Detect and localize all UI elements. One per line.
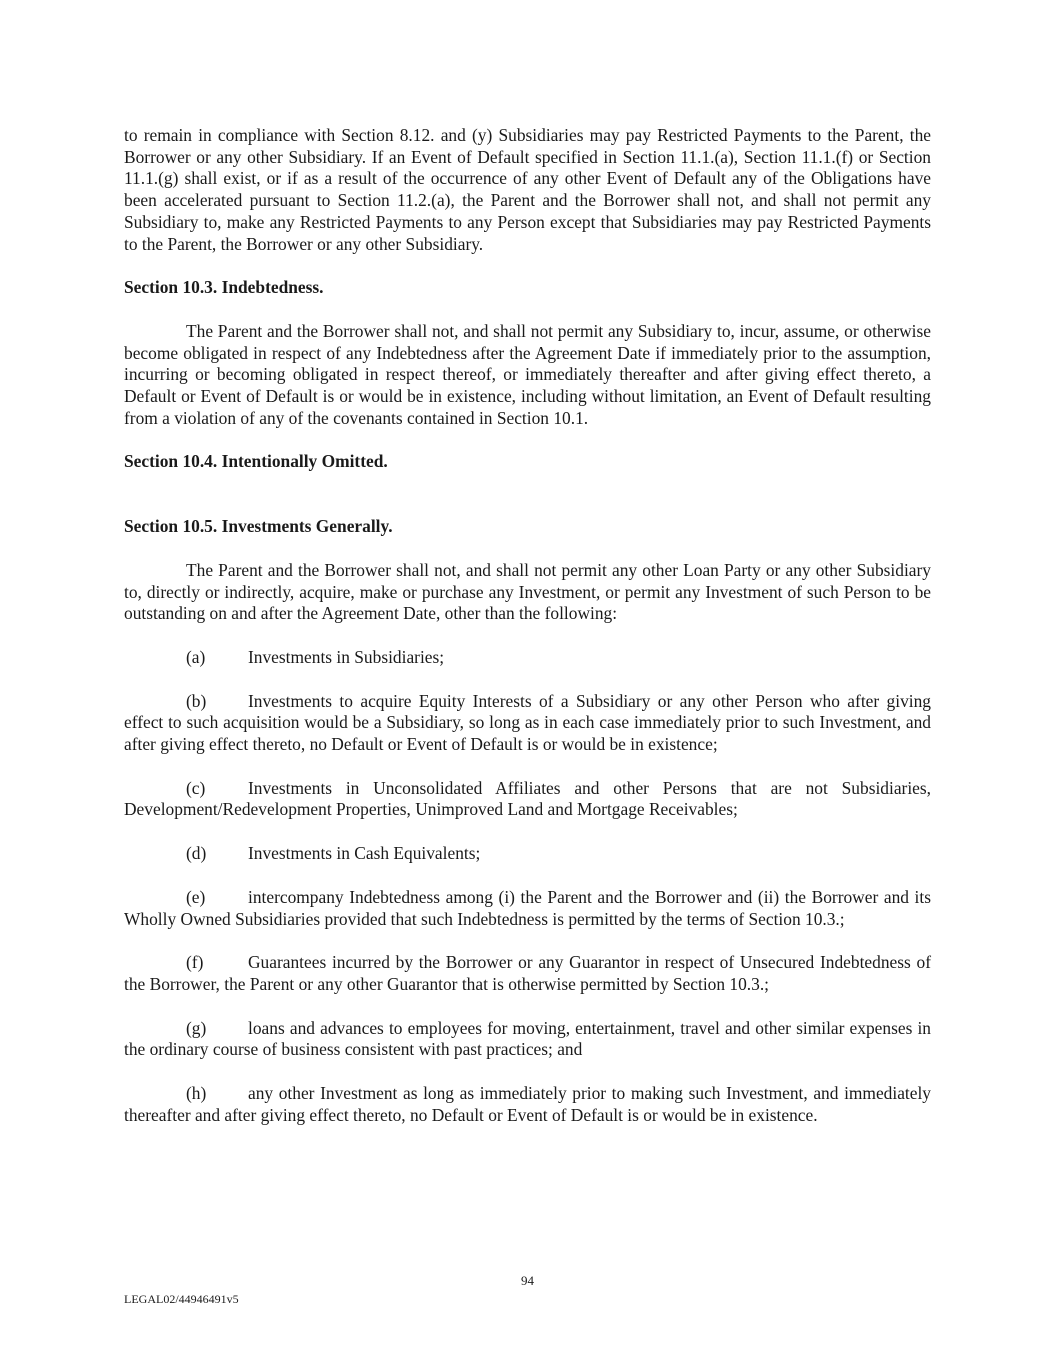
list-item bbox=[124, 647, 931, 669]
list-item-text: loans and advances to employees for moving, entertainment, travel and other similar expenses in the ordinary course of business consistent with past practices; and bbox=[124, 1017, 931, 1060]
list-item bbox=[124, 1083, 931, 1126]
list-item bbox=[124, 887, 931, 930]
list-item bbox=[124, 778, 931, 821]
intro-paragraph: to remain in compliance with Section 8.12. and (y) Subsidiaries may pay Restricted Payments to the Parent, the Borrower or any other Subsidiary. If an Event of Default specified in Section 11.1.(a), Section 11.1.(f) or Section 11.1.(g) shall exist, or if as a result of the occurrence of any other Event of Default any of the Obligations have been accelerated pursuant to Section 11.2.(a), the Parent and the Borrower shall not, and shall not permit any Subsidiary to, make any Restricted Payments to any Person except that Subsidiaries may pay Restricted Payments to the Parent, the Borrower or any other Subsidiary. bbox=[124, 125, 931, 254]
list-item bbox=[124, 952, 931, 995]
document-id: LEGAL02/44946491v5 bbox=[124, 1292, 239, 1306]
list-item-label: (a) bbox=[186, 646, 206, 667]
list-item bbox=[124, 1018, 931, 1061]
list-item-text: any other Investment as long as immediately prior to making such Investment, and immediately thereafter and after giving effect thereto, no Default or Event of Default is or would be in existence. bbox=[124, 1083, 931, 1125]
list-item bbox=[124, 843, 931, 865]
document-page bbox=[124, 125, 931, 1127]
list-item-text: Investments in Cash Equivalents; bbox=[248, 843, 481, 864]
list-item-text: Guarantees incurred by the Borrower or any Guarantor in respect of Unsecured Indebtedness of the Borrower, the Parent or any other Guarantor that is otherwise permitted by Section 10.3.; bbox=[124, 952, 931, 994]
list-item-text: Investments in Subsidiaries; bbox=[248, 646, 445, 667]
list-item-text: Investments in Unconsolidated Affiliates and other Persons that are not Subsidiaries, Development/Redevelopment Properties, Unimproved Land and Mortgage Receivables; bbox=[124, 777, 931, 820]
list-item-text: Investments to acquire Equity Interests of a Subsidiary or any other Person who after giving effect to such acquisition would be a Subsidiary, so long as in each case immediately prior to such Investment, and after giving effect thereto, no Default or Event of Default is or would be in existence; bbox=[124, 690, 931, 755]
section-10-5-heading: Section 10.5. Investments Generally. bbox=[124, 516, 393, 537]
section-10-3-body: The Parent and the Borrower shall not, and shall not permit any Subsidiary to, incur, assume, or otherwise become obligated in respect of any Indebtedness after the Agreement Date if immediately prior to the assumption, incurring or becoming obligated in respect thereof, or immediately thereafter and after giving effect thereto, a Default or Event of Default is or would be in existence, including without limitation, an Event of Default resulting from a violation of any of the covenants contained in Section 10.1. bbox=[124, 320, 931, 428]
list-item-label: (f) bbox=[186, 952, 204, 973]
section-10-4-heading: Section 10.4. Intentionally Omitted. bbox=[124, 451, 388, 472]
list-item-label: (h) bbox=[186, 1083, 207, 1104]
section-10-5-body: The Parent and the Borrower shall not, and shall not permit any other Loan Party or any other Subsidiary to, directly or indirectly, acquire, make or purchase any Investment, or permit any Investment of such Person to be outstanding on and after the Agreement Date, other than the following: bbox=[124, 559, 931, 624]
list-item-label: (c) bbox=[186, 777, 206, 798]
section-10-3-heading: Section 10.3. Indebtedness. bbox=[124, 277, 324, 298]
list-item-label: (d) bbox=[186, 843, 207, 864]
list-item bbox=[124, 691, 931, 756]
list-item-label: (e) bbox=[186, 886, 206, 907]
list-item-label: (g) bbox=[186, 1017, 207, 1038]
list-item-text: intercompany Indebtedness among (i) the Parent and the Borrower and (ii) the Borrower and its Wholly Owned Subsidiaries provided that such Indebtedness is permitted by the terms of Section 10.3.; bbox=[124, 886, 931, 929]
page-number: 94 bbox=[521, 1273, 534, 1288]
list-item-label: (b) bbox=[186, 690, 207, 711]
